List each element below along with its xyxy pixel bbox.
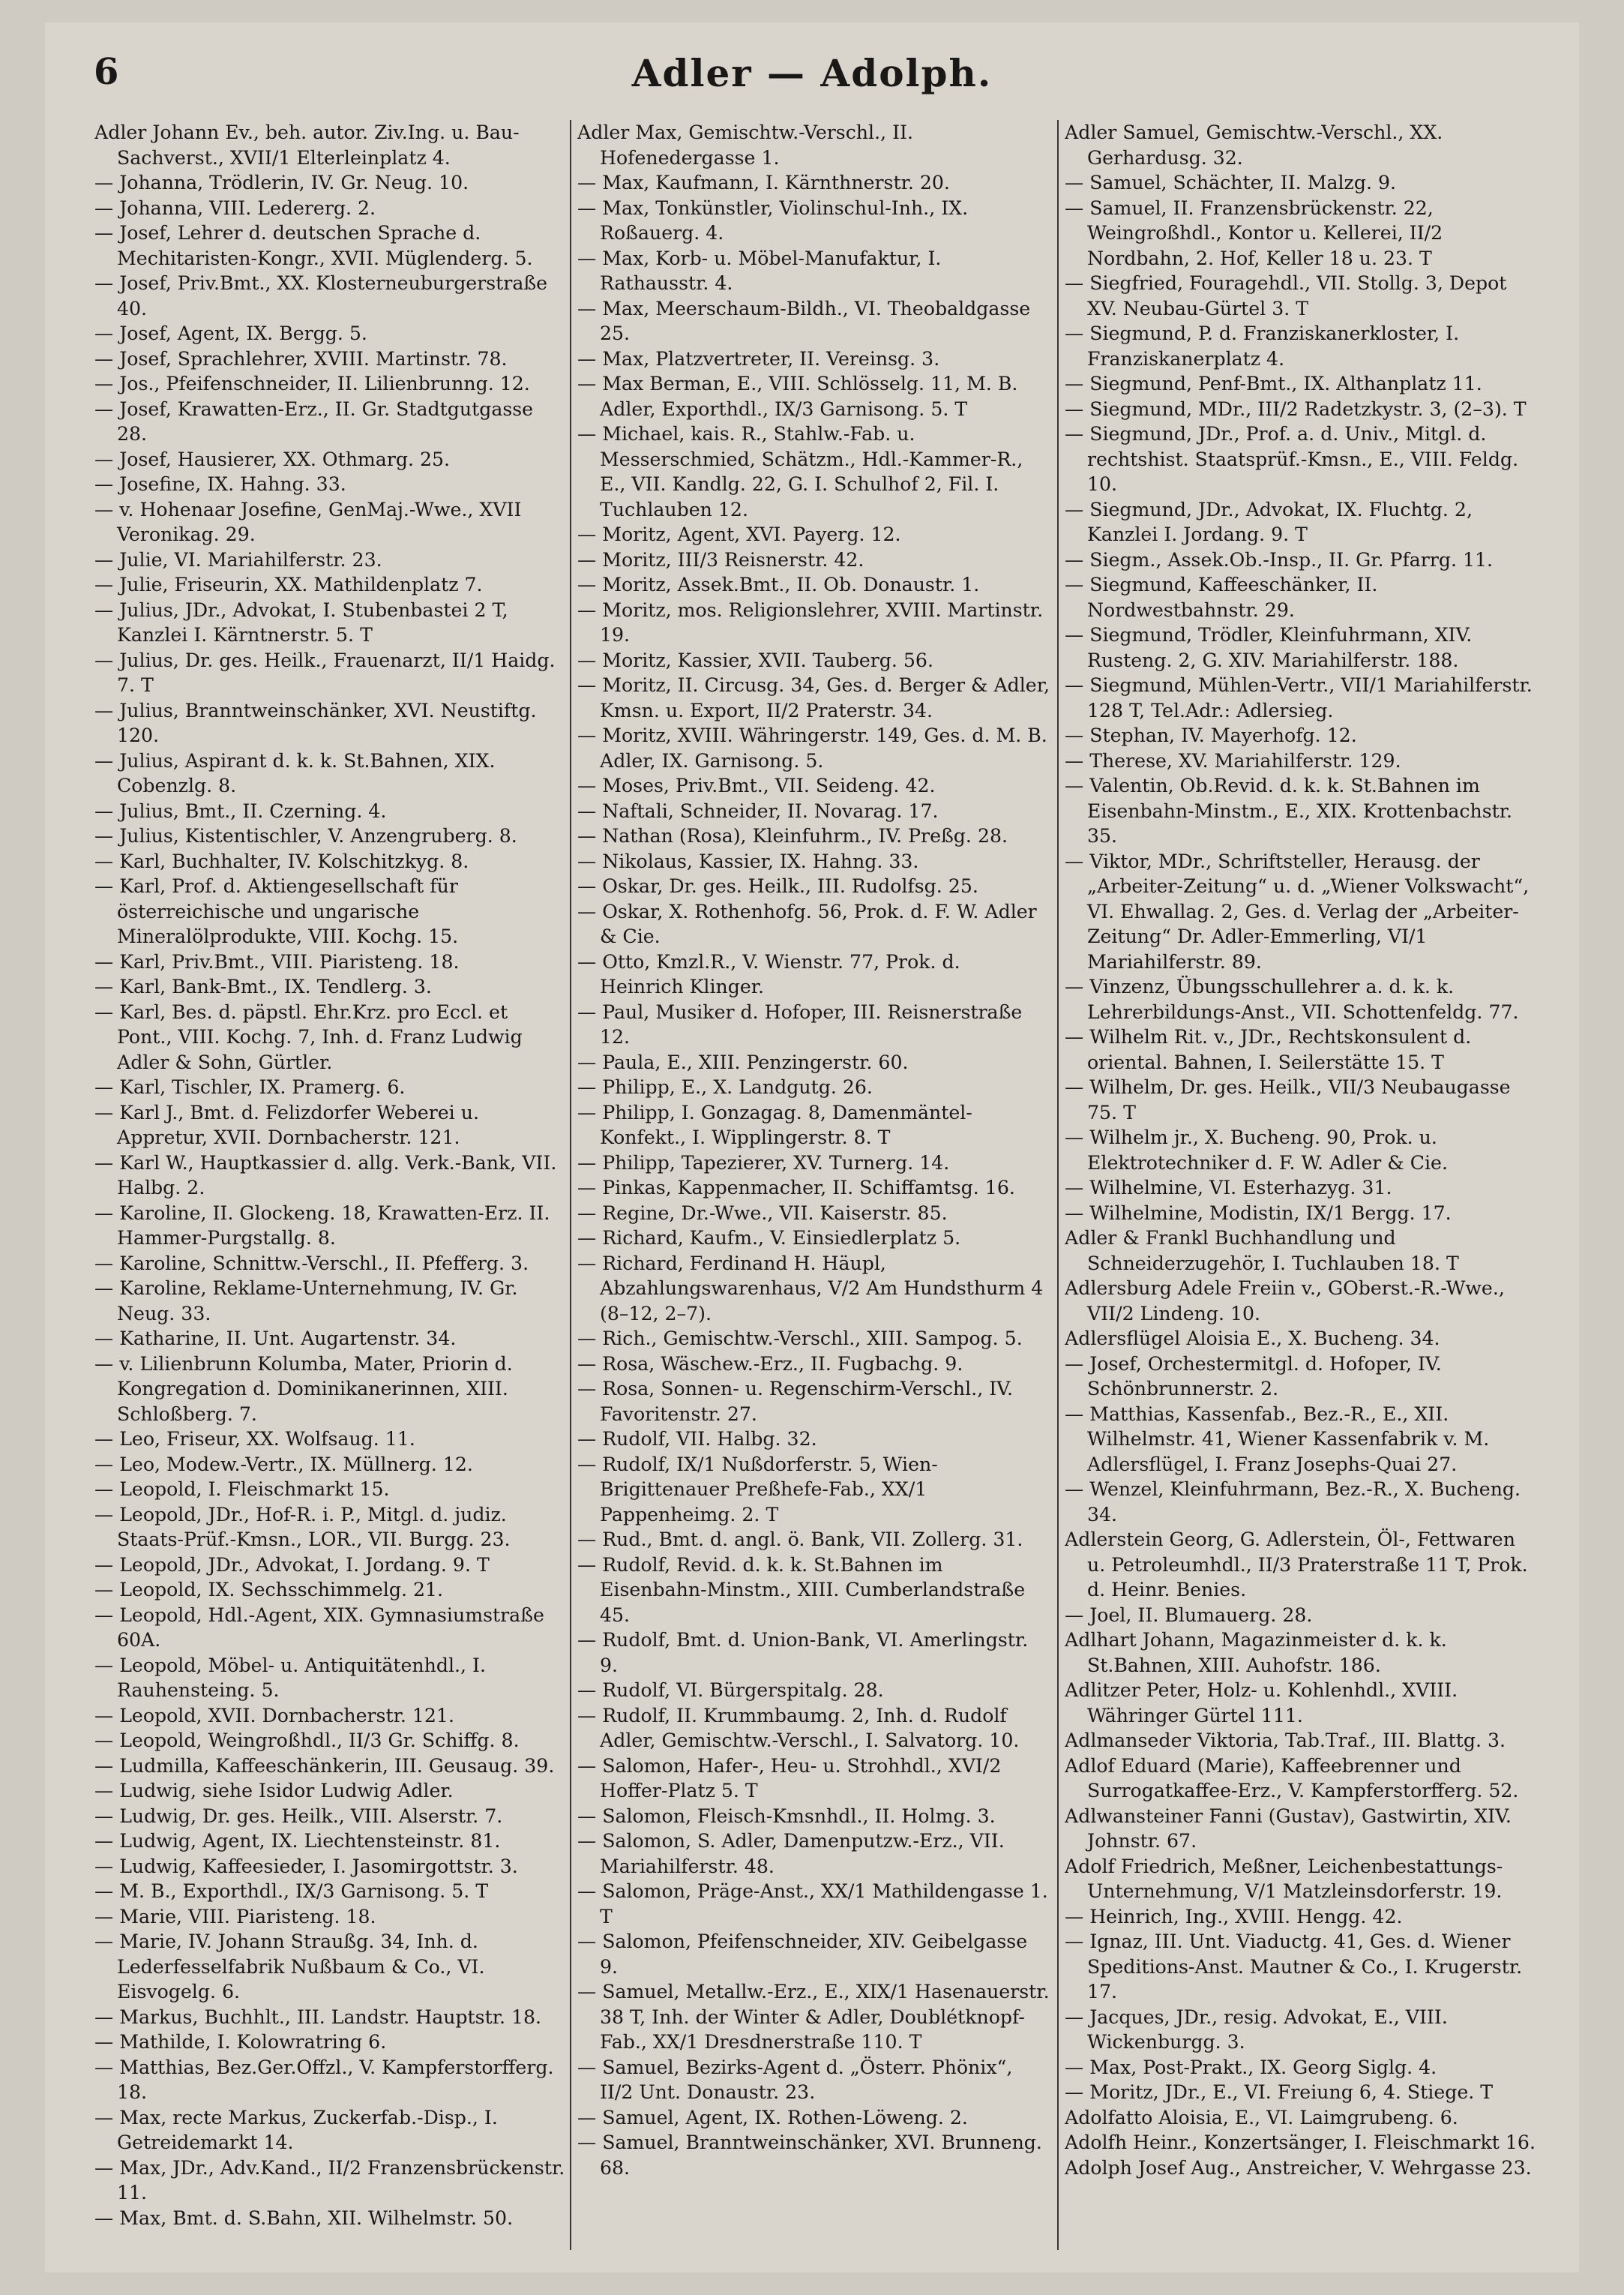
- directory-entry: — Jos., Pfeifenschneider, II. Lilienbrunng. 12.: [94, 373, 530, 394]
- directory-entry: — Karl, Priv.Bmt., VIII. Piaristeng. 18.: [94, 950, 460, 973]
- directory-entry: — Max, Korb- u. Möbel-Manufaktur, I. Rathausstr. 4.: [577, 247, 942, 294]
- directory-entry: — Jacques, JDr., resig. Advokat, E., VIII. Wickenburgg. 3.: [1065, 2006, 1448, 2053]
- directory-entry: — Josef, Priv.Bmt., XX. Klosterneuburgerstraße 40.: [94, 272, 548, 320]
- directory-entry: — Karl, Tischler, IX. Pramerg. 6.: [94, 1076, 406, 1098]
- directory-entry: — Marie, VIII. Piaristeng. 18.: [94, 1905, 376, 1928]
- directory-entry: — Leopold, XVII. Dornbacherstr. 121.: [94, 1704, 454, 1726]
- directory-entry: Adolfatto Aloisia, E., VI. Laimgrubeng. 6.: [1065, 2106, 1458, 2128]
- directory-entry: — Stephan, IV. Mayerhofg. 12.: [1065, 724, 1357, 746]
- directory-entry: — Philipp, E., X. Landgutg. 26.: [577, 1076, 873, 1098]
- directory-entry: — Salomon, S. Adler, Damenputzw.-Erz., VII. Mariahilferstr. 48.: [577, 1830, 1005, 1877]
- directory-entry: — Max, Bmt. d. S.Bahn, XII. Wilhelmstr. 50.: [94, 2206, 514, 2229]
- directory-entry: — Leo, Friseur, XX. Wolfsaug. 11.: [94, 1428, 415, 1450]
- directory-entry: — Otto, Kmzl.R., V. Wienstr. 77, Prok. d. Heinrich Klinger.: [577, 950, 960, 998]
- directory-entry: Adolf Friedrich, Meßner, Leichenbestattungs-Unternehmung, V/1 Matzleinsdorferstr. 19.: [1065, 1855, 1503, 1902]
- directory-entry: — Karoline, II. Glockeng. 18, Krawatten-Erz. II. Hammer-Purgstallg. 8.: [94, 1202, 550, 1249]
- directory-entry: — Ludwig, Agent, IX. Liechtensteinstr. 81.: [94, 1830, 501, 1852]
- directory-entry: — Moritz, Kassier, XVII. Tauberg. 56.: [577, 649, 933, 671]
- directory-entry: — Rudolf, VII. Halbg. 32.: [577, 1428, 817, 1450]
- directory-entry: — Wenzel, Kleinfuhrmann, Bez.-R., X. Bucheng. 34.: [1065, 1478, 1521, 1526]
- directory-entry: — Regine, Dr.-Wwe., VII. Kaiserstr. 85.: [577, 1202, 948, 1224]
- directory-entry: — Josef, Orchestermitgl. d. Hofoper, IV. Schönbrunnerstr. 2.: [1065, 1352, 1442, 1400]
- directory-entry: Adlof Eduard (Marie), Kaffeebrenner und Surrogatkaffee-Erz., V. Kampferstorfferg. 52.: [1065, 1754, 1519, 1802]
- directory-entry: Adolph Josef Aug., Anstreicher, V. Wehrgasse 23.: [1065, 2156, 1532, 2179]
- directory-entry: Adlersburg Adele Freiin v., GOberst.-R.-Wwe., VII/2 Lindeng. 10.: [1065, 1277, 1505, 1324]
- directory-entry: — Joel, II. Blumauerg. 28.: [1065, 1604, 1313, 1626]
- directory-entry: — Wilhelmine, Modistin, IX/1 Bergg. 17.: [1065, 1202, 1452, 1224]
- directory-entry: — Rudolf, Bmt. d. Union-Bank, VI. Amerlingstr. 9.: [577, 1629, 1029, 1676]
- directory-entry: — Julius, Kistentischler, V. Anzengruberg. 8.: [94, 825, 517, 847]
- directory-entry: — Max, recte Markus, Zuckerfab.-Disp., I. Getreidemarkt 14.: [94, 2106, 498, 2153]
- directory-entry: — Siegmund, JDr., Advokat, IX. Fluchtg. 2, Kanzlei I. Jordang. 9. T: [1065, 498, 1473, 545]
- directory-entry: — Wilhelm, Dr. ges. Heilk., VII/3 Neubaugasse 75. T: [1065, 1076, 1511, 1124]
- directory-entry: — Ludwig, siehe Isidor Ludwig Adler.: [94, 1780, 454, 1802]
- directory-entry: — Leopold, JDr., Advokat, I. Jordang. 9. T: [94, 1553, 490, 1576]
- directory-entry: — Philipp, I. Gonzagag. 8, Damenmäntel-Konfekt., I. Wipplingerstr. 8. T: [577, 1101, 972, 1148]
- directory-entry: — Samuel, Schächter, II. Malzg. 9.: [1065, 172, 1396, 194]
- column-divider: [1057, 120, 1059, 2250]
- directory-entry: — Karl, Bank-Bmt., IX. Tendlerg. 3.: [94, 976, 432, 998]
- directory-entry: — Nikolaus, Kassier, IX. Hahng. 33.: [577, 850, 919, 872]
- directory-entry: — Katharine, II. Unt. Augartenstr. 34.: [94, 1328, 457, 1349]
- directory-entry: — Leopold, IX. Sechsschimmelg. 21.: [94, 1579, 444, 1600]
- directory-entry: — Max, Tonkünstler, Violinschul-Inh., IX. Roßauerg. 4.: [577, 196, 969, 244]
- directory-entry: — Rosa, Sonnen- u. Regenschirm-Verschl., IV. Favoritenstr. 27.: [577, 1378, 1013, 1425]
- directory-entry: — Max, Platzvertreter, II. Vereinsg. 3.: [577, 347, 940, 370]
- directory-entry: — Siegmund, Mühlen-Vertr., VII/1 Mariahilferstr. 128 T, Tel.Adr.: Adlersieg.: [1065, 674, 1533, 722]
- directory-entry: — Max, Post-Prakt., IX. Georg Siglg. 4.: [1065, 2056, 1437, 2078]
- directory-entry: — Josef, Agent, IX. Bergg. 5.: [94, 322, 367, 344]
- directory-entry: — Ludwig, Dr. ges. Heilk., VIII. Alserstr. 7.: [94, 1804, 503, 1827]
- directory-entry: — Therese, XV. Mariahilferstr. 129.: [1065, 749, 1401, 772]
- directory-entry: — Markus, Buchhlt., III. Landstr. Hauptstr. 18.: [94, 2006, 542, 2028]
- directory-entry: — Heinrich, Ing., XVIII. Hengg. 42.: [1065, 1905, 1403, 1928]
- directory-entry: — Siegmund, P. d. Franziskanerkloster, I. Franziskanerplatz 4.: [1065, 322, 1460, 370]
- directory-entry: — Matthias, Bez.Ger.Offzl., V. Kampferstorfferg. 18.: [94, 2056, 554, 2103]
- directory-entry: — Moritz, JDr., E., VI. Freiung 6, 4. Stiege. T: [1065, 2081, 1494, 2103]
- directory-entry: — v. Lilienbrunn Kolumba, Mater, Priorin d. Kongregation d. Dominikanerinnen, XIII. Schloßberg. 7.: [94, 1352, 513, 1425]
- running-title: Adler — Adolph.: [631, 51, 993, 95]
- directory-entry: — Moses, Priv.Bmt., VII. Seideng. 42.: [577, 775, 936, 796]
- directory-entry: — Nathan (Rosa), Kleinfuhrm., IV. Preßg. 28.: [577, 825, 1008, 847]
- directory-entry: — Julius, Dr. ges. Heilk., Frauenarzt, II/1 Haidg. 7. T: [94, 649, 556, 696]
- directory-entry: — Samuel, Branntweinschänker, XVI. Brunneng. 68.: [577, 2132, 1042, 2179]
- directory-entry: — Julie, VI. Mariahilferstr. 23.: [94, 548, 382, 571]
- directory-entry: — Josef, Hausierer, XX. Othmarg. 25.: [94, 448, 451, 470]
- directory-entry: — Max, Kaufmann, I. Kärnthnerstr. 20.: [577, 172, 950, 194]
- directory-entry: Adlwansteiner Fanni (Gustav), Gastwirtin, XIV. Johnstr. 67.: [1065, 1804, 1512, 1852]
- directory-entry: — Leopold, Hdl.-Agent, XIX. Gymnasiumstraße 60A.: [94, 1604, 544, 1651]
- directory-entry: Adlerstein Georg, G. Adlerstein, Öl-, Fettwaren u. Petroleumhdl., II/3 Praterstraße 11 T, Prok. d. Heinr. Benies.: [1065, 1528, 1528, 1600]
- directory-entry: — Josef, Sprachlehrer, XVIII. Martinstr. 78.: [94, 347, 508, 370]
- directory-entry: — Ignaz, III. Unt. Viaductg. 41, Ges. d. Wiener Speditions-Anst. Mautner & Co., I. Krugerstr. 17.: [1065, 1930, 1523, 2002]
- directory-entry: — Rosa, Wäschew.-Erz., II. Fugbachg. 9.: [577, 1352, 963, 1375]
- directory-entry: — Josef, Krawatten-Erz., II. Gr. Stadtgutgasse 28.: [94, 398, 534, 445]
- directory-entry: — Oskar, Dr. ges. Heilk., III. Rudolfsg. 25.: [577, 875, 978, 897]
- column-3: [1065, 120, 1537, 2250]
- directory-entry: — Karoline, Reklame-Unternehmung, IV. Gr. Neug. 33.: [94, 1277, 518, 1324]
- directory-entry: — Salomon, Pfeifenschneider, XIV. Geibelgasse 9.: [577, 1930, 1028, 1978]
- directory-entry: — Rudolf, IX/1 Nußdorferstr. 5, Wien-Brigittenauer Preßhefe-Fab., XX/1 Pappenheimg. 2. T: [577, 1453, 938, 1526]
- directory-entry: Adlhart Johann, Magazinmeister d. k. k. St.Bahnen, XIII. Auhofstr. 186.: [1065, 1629, 1447, 1676]
- directory-entry: — Samuel, II. Franzensbrückenstr. 22, Weingroßhdl., Kontor u. Kellerei, II/2 Nordbahn, 2. Hof, Keller 18 u. 23. T: [1065, 196, 1443, 269]
- directory-entry: — Samuel, Metallw.-Erz., E., XIX/1 Hasenauerstr. 38 T, Inh. der Winter & Adler, Doublétknopf-Fab., XX/1 Dresdnerstraße 110. T: [577, 1981, 1050, 2053]
- directory-entry: — Rud., Bmt. d. angl. ö. Bank, VII. Zollerg. 31.: [577, 1528, 1023, 1550]
- directory-entry: — Moritz, mos. Religionslehrer, XVIII. Martinstr. 19.: [577, 598, 1044, 646]
- directory-entry: — Siegmund, Penf-Bmt., IX. Althanplatz 11.: [1065, 373, 1482, 394]
- directory-entry: Adler Johann Ev., beh. autor. Ziv.Ing. u. Bau-Sachverst., XVII/1 Elterleinplatz 4.: [94, 122, 520, 169]
- directory-entry: — Valentin, Ob.Revid. d. k. k. St.Bahnen im Eisenbahn-Minstm., E., XIX. Krottenbachstr. 35.: [1065, 775, 1513, 847]
- directory-entry: — M. B., Exporthdl., IX/3 Garnisong. 5. T: [94, 1880, 489, 1902]
- directory-entry: — Wilhelm Rit. v., JDr., Rechtskonsulent d. oriental. Bahnen, I. Seilerstätte 15. T: [1065, 1026, 1472, 1073]
- directory-entry: — Vinzenz, Übungsschullehrer a. d. k. k. Lehrerbildungs-Anst., VII. Schottenfeldg. 77.: [1065, 976, 1519, 1023]
- directory-entry: — Salomon, Fleisch-Kmsnhdl., II. Holmg. 3.: [577, 1804, 996, 1827]
- directory-entry: — Ludwig, Kaffeesieder, I. Jasomirgottstr. 3.: [94, 1855, 518, 1877]
- directory-entry: — Siegfried, Fouragehdl., VII. Stollg. 3, Depot XV. Neubau-Gürtel 3. T: [1065, 272, 1507, 320]
- directory-entry: — Karl W., Hauptkassier d. allg. Verk.-Bank, VII. Halbg. 2.: [94, 1151, 557, 1198]
- directory-entry: — Julius, Branntweinschänker, XVI. Neustiftg. 120.: [94, 699, 537, 746]
- page-header: [45, 45, 1579, 105]
- directory-entry: — Leopold, JDr., Hof-R. i. P., Mitgl. d. judiz. Staats-Prüf.-Kmsn., LOR., VII. Burgg. 23.: [94, 1503, 511, 1550]
- directory-entry: — Salomon, Präge-Anst., XX/1 Mathildengasse 1. T: [577, 1880, 1048, 1928]
- directory-entry: — Josefine, IX. Hahng. 33.: [94, 473, 346, 495]
- directory-entry: — Moritz, XVIII. Währingerstr. 149, Ges. d. M. B. Adler, IX. Garnisong. 5.: [577, 724, 1047, 772]
- directory-entry: — Viktor, MDr., Schriftsteller, Herausg. der „Arbeiter-Zeitung“ u. d. „Wiener Volkswacht“, VI. Ehwallag. 2, Ges. d. Verlag der „Arbeiter-Zeitung“ Dr. Adler-Emmerling, VI/1 Mariahilferstr. 89.: [1065, 850, 1530, 973]
- directory-entry: — v. Hohenaar Josefine, GenMaj.-Wwe., XVII Veronikag. 29.: [94, 498, 522, 545]
- directory-entry: — Samuel, Agent, IX. Rothen-Löweng. 2.: [577, 2106, 968, 2128]
- directory-entry: — Josef, Lehrer d. deutschen Sprache d. Mechitaristen-Kongr., XVII. Müglenderg. 5.: [94, 222, 533, 269]
- directory-entry: — Rudolf, Revid. d. k. k. St.Bahnen im Eisenbahn-Minstm., XIII. Cumberlandstraße 45.: [577, 1553, 1026, 1626]
- directory-entry: — Johanna, Trödlerin, IV. Gr. Neug. 10.: [94, 172, 469, 194]
- directory-entry: — Julius, JDr., Advokat, I. Stubenbastei 2 T, Kanzlei I. Kärntnerstr. 5. T: [94, 598, 508, 646]
- directory-entry: — Julie, Friseurin, XX. Mathildenplatz 7.: [94, 574, 483, 596]
- directory-entry: — Moritz, II. Circusg. 34, Ges. d. Berger & Adler, Kmsn. u. Export, II/2 Praterstr. 34.: [577, 674, 1050, 722]
- directory-entry: Adlmanseder Viktoria, Tab.Traf., III. Blattg. 3.: [1065, 1730, 1506, 1751]
- directory-page: [45, 22, 1579, 2272]
- directory-entry: — Leo, Modew.-Vertr., IX. Müllnerg. 12.: [94, 1453, 473, 1475]
- directory-entry: — Siegm., Assek.Ob.-Insp., II. Gr. Pfarrg. 11.: [1065, 548, 1494, 571]
- directory-entry: — Leopold, Möbel- u. Antiquitätenhdl., I. Rauhensteing. 5.: [94, 1654, 487, 1701]
- directory-entry: — Siegmund, Kaffeeschänker, II. Nordwestbahnstr. 29.: [1065, 574, 1378, 621]
- directory-entry: — Karl, Bes. d. päpstl. Ehr.Krz. pro Eccl. et Pont., VIII. Kochg. 7, Inh. d. Franz Ludwig Adler & Sohn, Gürtler.: [94, 1000, 523, 1073]
- directory-entry: — Leopold, I. Fleischmarkt 15.: [94, 1478, 390, 1500]
- directory-entry: — Pinkas, Kappenmacher, II. Schiffamtsg. 16.: [577, 1177, 1015, 1198]
- directory-entry: — Julius, Aspirant d. k. k. St.Bahnen, XIX. Cobenzlg. 8.: [94, 749, 496, 796]
- directory-entry: Adlitzer Peter, Holz- u. Kohlenhdl., XVIII. Währinger Gürtel 111.: [1065, 1679, 1458, 1726]
- directory-entry: — Samuel, Bezirks-Agent d. „Österr. Phönix“, II/2 Unt. Donaustr. 23.: [577, 2056, 1013, 2103]
- directory-entry: — Max Berman, E., VIII. Schlösselg. 11, M. B. Adler, Exporthdl., IX/3 Garnisong. 5. T: [577, 373, 1018, 420]
- directory-entry: — Karoline, Schnittw.-Verschl., II. Pfefferg. 3.: [94, 1252, 529, 1274]
- directory-entry: — Rich., Gemischtw.-Verschl., XIII. Sampog. 5.: [577, 1328, 1023, 1349]
- directory-entry: — Max, JDr., Adv.Kand., II/2 Franzensbrückenstr. 11.: [94, 2156, 565, 2204]
- directory-entry: — Oskar, X. Rothenhofg. 56, Prok. d. F. W. Adler & Cie.: [577, 900, 1037, 947]
- directory-entry: Adolfh Heinr., Konzertsänger, I. Fleischmarkt 16.: [1065, 2132, 1536, 2153]
- directory-entry: — Philipp, Tapezierer, XV. Turnerg. 14.: [577, 1151, 950, 1174]
- directory-entry: — Michael, kais. R., Stahlw.-Fab. u. Messerschmied, Schätzm., Hdl.-Kammer-R., E., VII. Kandlg. 22, G. I. Schulhof 2, Fil. I. Tuchlauben 12.: [577, 423, 1023, 520]
- column-1: [94, 120, 567, 2250]
- directory-entry: — Richard, Kaufm., V. Einsiedlerplatz 5.: [577, 1227, 961, 1249]
- directory-entry: — Richard, Ferdinand H. Häupl, Abzahlungswarenhaus, V/2 Am Hundsthurm 4 (8–12, 2–7).: [577, 1252, 1044, 1324]
- directory-entry: — Karl, Prof. d. Aktiengesellschaft für österreichische und ungarische Mineralölprodukte, VIII. Kochg. 15.: [94, 875, 459, 947]
- page-number: 6: [94, 51, 119, 93]
- directory-entry: — Wilhelmine, VI. Esterhazyg. 31.: [1065, 1177, 1392, 1198]
- directory-entry: — Matthias, Kassenfab., Bez.-R., E., XII. Wilhelmstr. 41, Wiener Kassenfabrik v. M. Adlersflügel, I. Franz Josephs-Quai 27.: [1065, 1402, 1490, 1475]
- directory-entry: — Karl J., Bmt. d. Felizdorfer Weberei u. Appretur, XVII. Dornbacherstr. 121.: [94, 1101, 479, 1148]
- directory-entry: — Ludmilla, Kaffeeschänkerin, III. Geusaug. 39.: [94, 1754, 555, 1777]
- directory-entry: — Moritz, Assek.Bmt., II. Ob. Donaustr. 1.: [577, 574, 980, 596]
- directory-entry: — Julius, Bmt., II. Czerning. 4.: [94, 800, 387, 822]
- directory-entry: — Wilhelm jr., X. Bucheng. 90, Prok. u. Elektrotechniker d. F. W. Adler & Cie.: [1065, 1126, 1448, 1174]
- column-divider: [570, 120, 571, 2250]
- directory-entry: — Leopold, Weingroßhdl., II/3 Gr. Schiffg. 8.: [94, 1730, 520, 1751]
- directory-entry: — Siegmund, JDr., Prof. a. d. Univ., Mitgl. d. rechtshist. Staatsprüf.-Kmsn., E., VIII. Feldg. 10.: [1065, 423, 1519, 495]
- directory-entry: — Siegmund, MDr., III/2 Radetzkystr. 3, (2–3). T: [1065, 398, 1527, 420]
- directory-entry: — Paul, Musiker d. Hofoper, III. Reisnerstraße 12.: [577, 1000, 1023, 1048]
- directory-entry: — Mathilde, I. Kolowratring 6.: [94, 2031, 387, 2053]
- directory-entry: — Naftali, Schneider, II. Novarag. 17.: [577, 800, 939, 822]
- directory-entry: Adler Samuel, Gemischtw.-Verschl., XX. Gerhardusg. 32.: [1065, 122, 1443, 169]
- directory-entry: — Max, Meerschaum-Bildh., VI. Theobaldgasse 25.: [577, 297, 1031, 344]
- directory-entry: Adler Max, Gemischtw.-Verschl., II. Hofenedergasse 1.: [577, 122, 913, 169]
- directory-entry: — Siegmund, Trödler, Kleinfuhrmann, XIV. Rusteng. 2, G. XIV. Mariahilferstr. 188.: [1065, 624, 1473, 671]
- directory-entry: — Johanna, VIII. Ledererg. 2.: [94, 196, 376, 219]
- directory-entry: — Marie, IV. Johann Straußg. 34, Inh. d. Lederfesselfabrik Nußbaum & Co., VI. Eisvogelg. 6.: [94, 1930, 485, 2002]
- directory-entry: Adlersflügel Aloisia E., X. Bucheng. 34.: [1065, 1328, 1440, 1349]
- directory-entry: — Rudolf, II. Krummbaumg. 2, Inh. d. Rudolf Adler, Gemischtw.-Verschl., I. Salvatorg. 10.: [577, 1704, 1020, 1751]
- directory-entry: — Salomon, Hafer-, Heu- u. Strohhdl., XVI/2 Hoffer-Platz 5. T: [577, 1754, 1002, 1802]
- column-2: [577, 120, 1050, 2250]
- directory-entry: — Rudolf, VI. Bürgerspitalg. 28.: [577, 1679, 884, 1701]
- directory-entry: — Karl, Buchhalter, IV. Kolschitzkyg. 8.: [94, 850, 469, 872]
- directory-entry: Adler & Frankl Buchhandlung und Schneiderzugehör, I. Tuchlauben 18. T: [1065, 1227, 1459, 1274]
- directory-entry: — Paula, E., XIII. Penzingerstr. 60.: [577, 1051, 909, 1073]
- directory-entry: — Moritz, Agent, XVI. Payerg. 12.: [577, 524, 901, 545]
- directory-entry: — Moritz, III/3 Reisnerstr. 42.: [577, 548, 864, 571]
